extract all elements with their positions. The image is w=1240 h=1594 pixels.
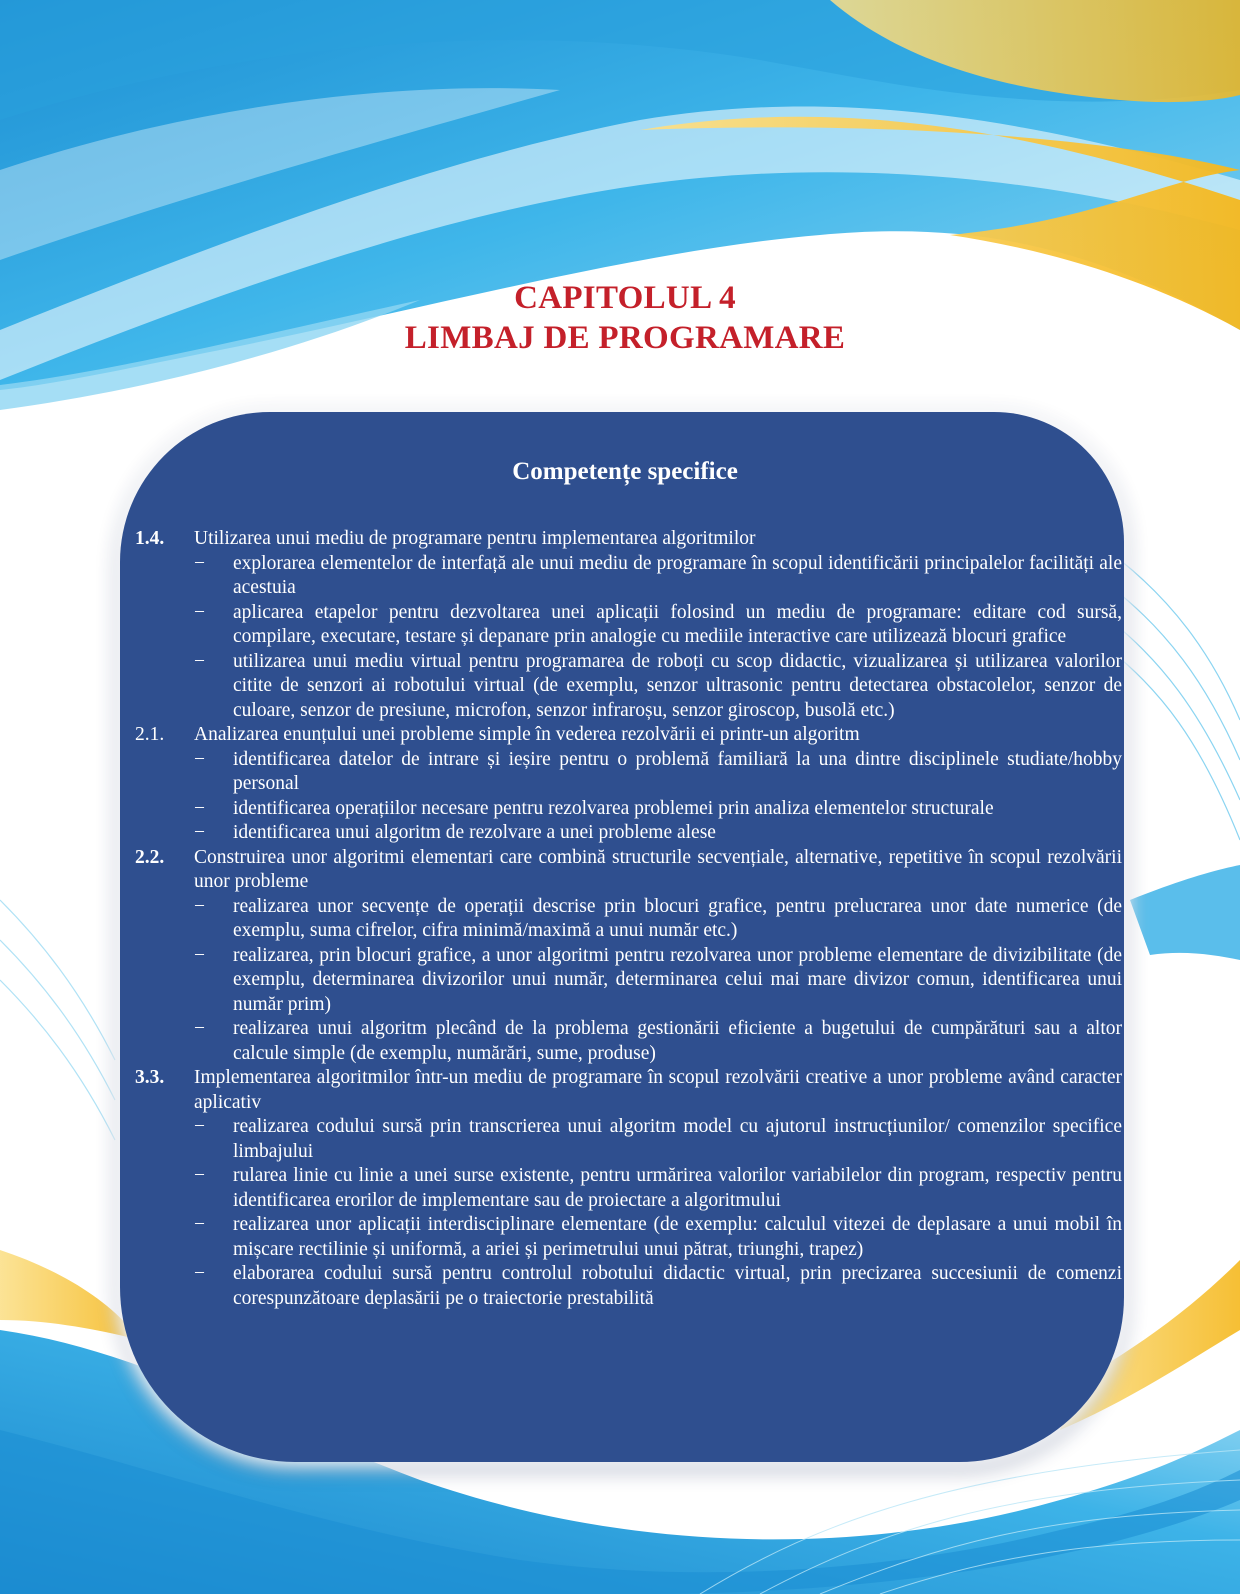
competency-text: Implementarea algoritmilor într-un mediu de programare în scopul rezolvării creative a unor probleme având caracter aplicativ xyxy=(194,1067,1122,1113)
sub-item-text: realizarea unor aplicații interdisciplinare elementare (de exemplu: calculul vitezei de deplasare a unui mobil în mișcare rectilinie și uniformă, a ariei și perimetrului unui pătrat, triunghi, trapez) xyxy=(233,1214,1122,1260)
sub-item xyxy=(132,1262,1122,1311)
dash-marker: − xyxy=(194,797,205,819)
competencies-list xyxy=(132,527,1122,1311)
sub-item xyxy=(132,895,1122,944)
dash-marker: − xyxy=(194,1263,205,1284)
sub-item-text: realizarea, prin blocuri grafice, a unor algoritmi pentru rezolvarea unor probleme elementare de divizibilitate (de exemplu, determinarea divizorilor unui număr, determinarea celui mai mare divizor comun, identificarea unui număr prim) xyxy=(233,944,1122,1015)
sub-item xyxy=(132,552,1122,601)
sub-item-text: identificarea datelor de intrare și ieșire pentru o problemă familiară la una dintre disciplinele studiate/hobby personal xyxy=(233,748,1122,794)
card-title: Competențe specifice xyxy=(512,458,738,485)
competency-text: Construirea unor algoritmi elementari care combină structurile secvențiale, alternative, repetitive în scopul rezolvării unor probleme xyxy=(194,846,1122,892)
sub-item xyxy=(132,650,1122,724)
sub-item xyxy=(132,748,1122,797)
competency-number: 2.1. xyxy=(135,724,165,745)
sub-item xyxy=(132,1017,1122,1066)
sub-item-text: identificarea operațiilor necesare pentru rezolvarea problemei prin analiza elementelor structurale xyxy=(233,797,994,819)
sub-item xyxy=(132,944,1122,1018)
sub-item xyxy=(132,601,1122,650)
competency-item xyxy=(132,723,1122,748)
competency-number: 1.4. xyxy=(135,528,165,549)
chapter-label: CAPITOLUL 4 xyxy=(514,280,736,316)
sub-item xyxy=(132,1115,1122,1164)
dash-marker: − xyxy=(194,552,205,574)
sub-item xyxy=(132,1213,1122,1262)
sub-item-text: elaborarea codului sursă pentru controlul robotului didactic virtual, prin precizarea succesiunii de comenzi corespunzătoare deplasării pe o traiectorie prestabilită xyxy=(233,1263,1122,1309)
competency-text: Analizarea enunțului unei probleme simple în vederea rezolvării ei printr-un algoritm xyxy=(194,724,860,745)
competency-item xyxy=(132,527,1122,552)
sub-item-text: realizarea codului sursă prin transcrierea unui algoritm model cu ajutorul instrucțiunilor/ comenzilor specifice limbajului xyxy=(233,1116,1122,1162)
competency-number: 3.3. xyxy=(135,1067,165,1088)
sub-item-text: realizarea unui algoritm plecând de la problema gestionării eficiente a bugetului de cumpărături sau a altor calcule simple (de exemplu, numărări, sume, produse) xyxy=(233,1018,1122,1064)
sub-item-text: aplicarea etapelor pentru dezvoltarea unei aplicații folosind un mediu de programare: editare cod sursă, compilare, executare, testare și depanare prin analogie cu mediile interactive care utilizează blocuri grafice xyxy=(233,601,1122,647)
competency-text: Utilizarea unui mediu de programare pentru implementarea algoritmilor xyxy=(194,528,756,549)
sub-item-text: identificarea unui algoritm de rezolvare a unei probleme alese xyxy=(233,822,716,843)
sub-item-text: rularea linie cu linie a unei surse existente, pentru urmărirea valorilor variabilelor din program, respectiv pentru identificarea erorilor de implementare sau de proiectare a algoritmului xyxy=(233,1165,1122,1211)
dash-marker: − xyxy=(194,1165,205,1186)
sub-item-text: utilizarea unui mediu virtual pentru programarea de roboți cu scop didactic, vizualizarea și utilizarea valorilor citite de senzori ai robotului virtual (de exemplu, senzor ultrasonic pentru detectarea obstacolelor, senzor de culoare, senzor de presiune, microfon, senzor infraroșu, senzor giroscop, busolă etc.) xyxy=(233,650,1122,721)
dash-marker: − xyxy=(194,601,205,623)
dash-marker: − xyxy=(194,895,205,917)
chapter-heading xyxy=(0,278,1240,358)
dash-marker: − xyxy=(194,944,205,966)
competency-item xyxy=(132,1066,1122,1115)
sub-item xyxy=(132,821,1122,846)
sub-item xyxy=(132,797,1122,822)
sub-item xyxy=(132,1164,1122,1213)
chapter-title: LIMBAJ DE PROGRAMARE xyxy=(404,320,846,356)
dash-marker: − xyxy=(194,822,205,843)
dash-marker: − xyxy=(194,650,205,672)
dash-marker: − xyxy=(194,748,205,770)
dash-marker: − xyxy=(194,1018,205,1039)
competency-item xyxy=(132,846,1122,895)
competency-number: 2.2. xyxy=(135,846,165,868)
dash-marker: − xyxy=(194,1214,205,1235)
sub-item-text: explorarea elementelor de interfață ale unui mediu de programare în scopul identificării principalelor facilități ale acestuia xyxy=(233,552,1122,598)
sub-item-text: realizarea unor secvențe de operații descrise prin blocuri grafice, pentru prelucrarea unor date numerice (de exemplu, suma cifrelor, cifra minimă/maximă a unui număr etc.) xyxy=(233,895,1122,941)
dash-marker: − xyxy=(194,1116,205,1137)
